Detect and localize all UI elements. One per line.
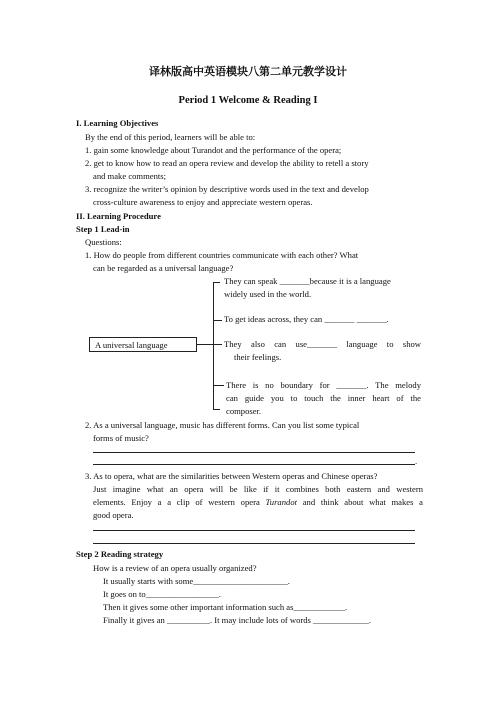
branch-1: They can speak _______because it is a language (224, 276, 391, 286)
question-3-cont: Just imagine what an opera will be like if it combines both eastern and western (93, 484, 423, 494)
document-subtitle: Period 1 Welcome & Reading I (178, 95, 318, 106)
answer-line (93, 452, 415, 453)
branch-3-cont: their feelings. (234, 352, 282, 362)
branch-4-end: composer. (226, 406, 262, 416)
document-title: 译林版高中英语模块八第二单元教学设计 (149, 66, 347, 78)
question-3-end: good opera. (93, 510, 134, 520)
objectives-intro: By the end of this period, learners will be able to: (85, 132, 256, 142)
step2-heading: Step 2 Reading strategy (76, 549, 164, 559)
step2-line: Finally it gives an __________. It may include lots of words _____________. (103, 615, 372, 625)
branch-line (213, 385, 224, 386)
question-1-cont: can be regarded as a universal language? (93, 263, 234, 273)
question-2: 2. As a universal language, music has different forms. Can you list some typical (85, 420, 360, 430)
step2-question: How is a review of an opera usually organized? (93, 563, 257, 573)
branch-line (213, 409, 220, 410)
objective-item: and make comments; (93, 171, 167, 181)
objective-item: 1. gain some knowledge about Turandot and the performance of the opera; (85, 145, 342, 155)
section-heading-objectives: I. Learning Objectives (76, 118, 159, 128)
step2-line: Then it gives some other important information such as____________. (103, 602, 348, 612)
branch-2: To get ideas across, they can _______ _______. (224, 314, 389, 324)
section-heading-procedure: II. Learning Procedure (76, 211, 161, 221)
question-1: 1. How do people from different countries communicate with each other? What (85, 250, 359, 260)
objective-item: 2. get to know how to read an opera review and develop the ability to retell a story (85, 158, 369, 168)
branch-1-cont: widely used in the world. (224, 289, 312, 299)
branch-4-cont: can guide you to touch the inner heart of the (226, 393, 421, 403)
step1-heading: Step 1 Lead-in (76, 224, 130, 234)
question-2-cont: forms of music? (93, 433, 149, 443)
answer-line (93, 464, 415, 465)
connector-line (197, 344, 208, 345)
answer-line (93, 543, 415, 544)
branch-line (213, 282, 220, 283)
branch-4: There is no boundary for _______. The melody (226, 380, 421, 390)
step2-line: It goes on to_________________. (103, 589, 221, 599)
branch-line (213, 320, 222, 321)
universal-language-box: A universal language (89, 337, 197, 352)
step2-line: It usually starts with some______________________. (103, 576, 290, 586)
questions-label: Questions: (85, 237, 122, 247)
objective-item: 3. recognize the writer’s opinion by descriptive words used in the text and develop (85, 184, 369, 194)
opera-title-turandot: Turandot (265, 497, 298, 507)
question-3-line3: elements. Enjoy a a clip of western opera Turandot and think about what makes a (93, 497, 423, 507)
branch-line (213, 344, 222, 345)
question-3: 3. As to opera, what are the similarities between Western operas and Chinese operas? (85, 471, 378, 481)
answer-line (93, 530, 415, 531)
objective-item: cross-culture awareness to enjoy and appreciate western operas. (93, 197, 313, 207)
branch-3: They also can use_______ language to show (224, 339, 421, 349)
bracket-vertical-line (213, 282, 214, 409)
